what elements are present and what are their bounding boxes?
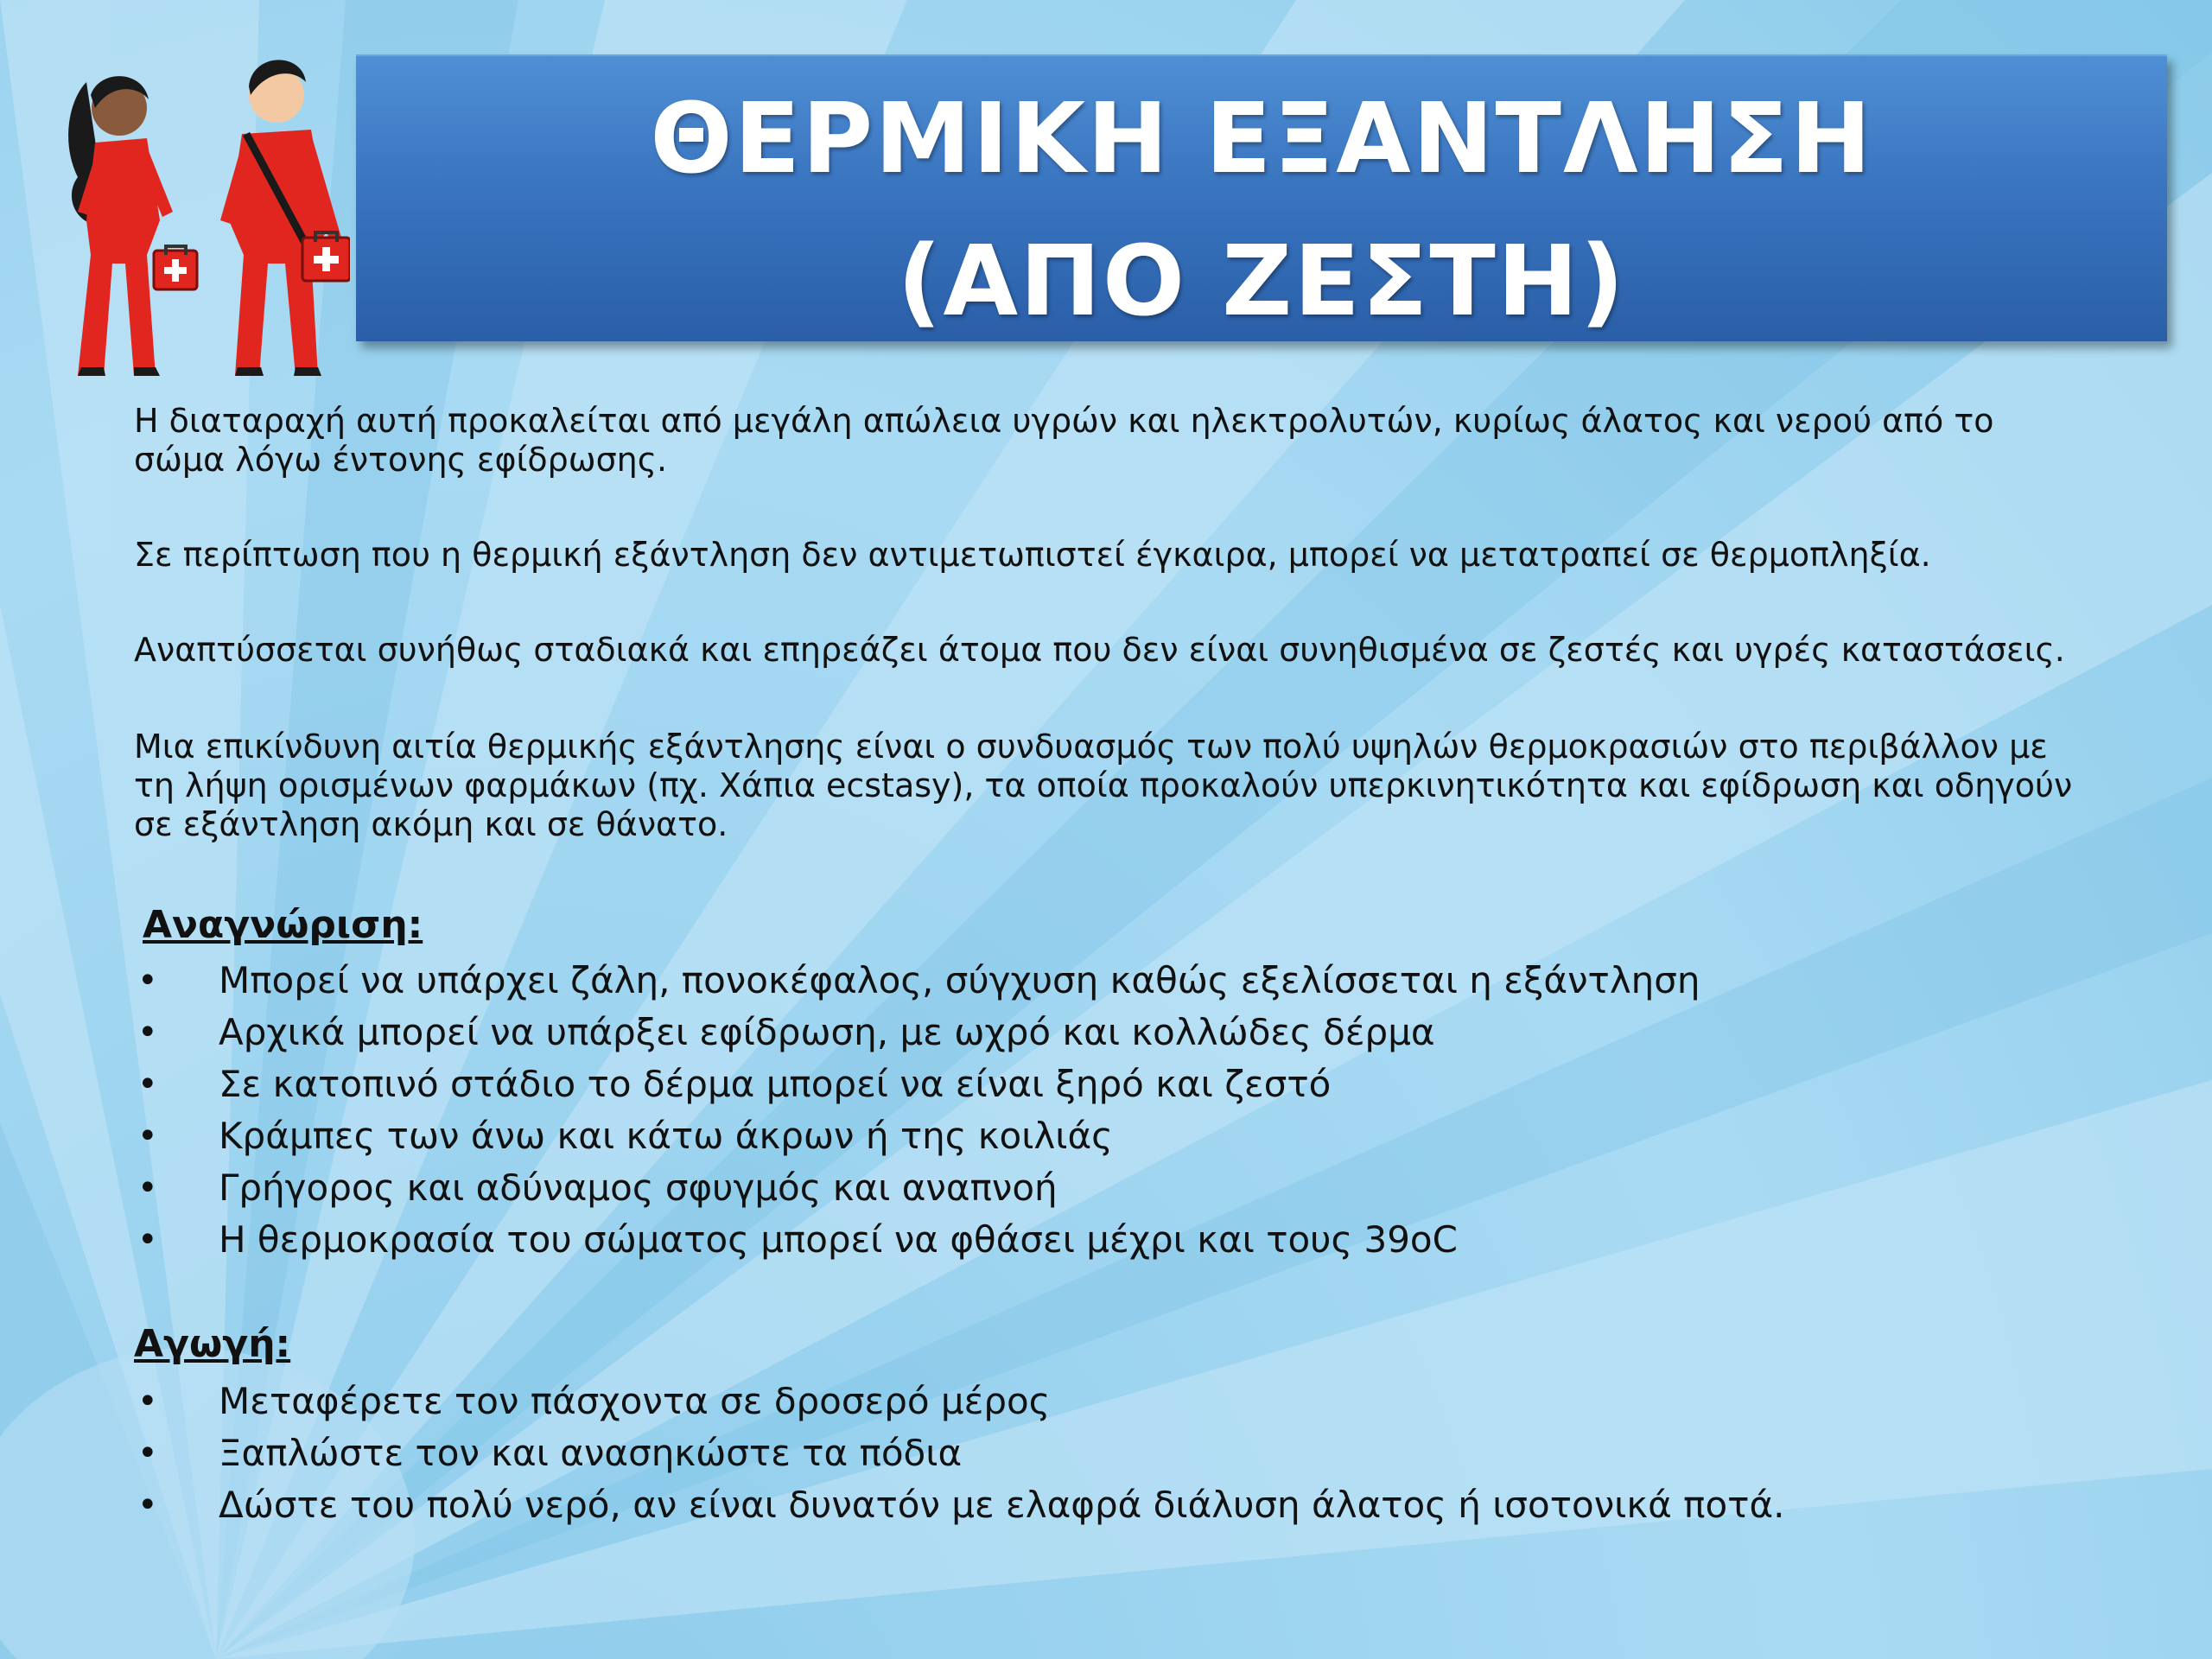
treatment-list — [134, 1376, 1784, 1531]
list-item-text: Μπορεί να υπάρχει ζάλη, πονοκέφαλος, σύγχυση καθώς εξελίσσεται η εξάντληση — [219, 959, 1700, 1001]
bullet-icon: • — [137, 1065, 158, 1104]
recognition-list — [134, 955, 1700, 1266]
list-item — [134, 1427, 1784, 1479]
bullet-icon: • — [137, 1168, 158, 1208]
list-item-text: Γρήγορος και αδύναμος σφυγμός και αναπνοή — [219, 1166, 1058, 1209]
list-item-text: Δώστε του πολύ νερό, αν είναι δυνατόν με ελαφρά διάλυση άλατος ή ισοτονικά ποτά. — [219, 1484, 1785, 1526]
first-aid-mascots-icon — [52, 48, 350, 380]
list-item — [134, 1058, 1700, 1110]
list-item — [134, 1110, 1700, 1162]
treatment-heading: Αγωγή: — [134, 1322, 291, 1366]
list-item-text: Μεταφέρετε τον πάσχοντα σε δροσερό μέρος — [219, 1380, 1051, 1422]
list-item-text: Η θερμοκρασία του σώματος μπορεί να φθάσει μέχρι και τους 39οC — [219, 1218, 1458, 1261]
list-item — [134, 1214, 1700, 1266]
list-item-text: Αρχικά μπορεί να υπάρξει εφίδρωση, με ωχρό και κολλώδες δέρμα — [219, 1011, 1435, 1053]
bullet-icon: • — [137, 1382, 158, 1421]
list-item-text: Σε κατοπινό στάδιο το δέρμα μπορεί να είναι ξηρό και ζεστό — [219, 1063, 1332, 1105]
list-item — [134, 1162, 1700, 1214]
slide-title-line-2: (ΑΠΟ ΖΕΣΤΗ) — [897, 226, 1626, 338]
list-item-text: Ξαπλώστε τον και ανασηκώστε τα πόδια — [219, 1432, 963, 1474]
list-item — [134, 1007, 1700, 1058]
list-item — [134, 955, 1700, 1007]
bullet-icon: • — [137, 961, 158, 1001]
bullet-icon: • — [137, 1013, 158, 1052]
intro-paragraph-4: Μια επικίνδυνη αιτία θερμικής εξάντλησης είναι ο συνδυασμός των πολύ υψηλών θερμοκρασιών στο περιβάλλον με τη λήψη ορισμένων φαρμάκων (πχ. Χάπια ecstasy), τα οποία προκαλούν υπερκινητικότητα και εφίδρωση και οδηγούν σε εξάντληση ακόμη και σε θάνατο. — [134, 728, 2073, 843]
intro-paragraph-1: Η διαταραχή αυτή προκαλείται από μεγάλη απώλεια υγρών και ηλεκτρολυτών, κυρίως άλατος και νερού από το σώμα λόγω έντονης εφίδρωσης. — [134, 402, 1994, 479]
list-item-text: Κράμπες των άνω και κάτω άκρων ή της κοιλιάς — [219, 1115, 1113, 1157]
list-item — [134, 1376, 1784, 1427]
list-item — [134, 1479, 1784, 1531]
bullet-icon: • — [137, 1485, 158, 1525]
title-banner — [356, 54, 2167, 341]
bullet-icon: • — [137, 1433, 158, 1473]
slide-title-line-1: ΘΕΡΜΙΚΗ ΕΞΑΝΤΛΗΣΗ — [650, 83, 1873, 195]
intro-paragraph-2: Σε περίπτωση που η θερμική εξάντληση δεν αντιμετωπιστεί έγκαιρα, μπορεί να μετατραπεί σε θερμοπληξία. — [134, 536, 1931, 574]
intro-paragraph-3: Αναπτύσσεται συνήθως σταδιακά και επηρεάζει άτομα που δεν είναι συνηθισμένα σε ζεστές και υγρές καταστάσεις. — [134, 631, 2065, 669]
bullet-icon: • — [137, 1220, 158, 1260]
recognition-heading: Αναγνώριση: — [143, 903, 423, 947]
bullet-icon: • — [137, 1116, 158, 1156]
